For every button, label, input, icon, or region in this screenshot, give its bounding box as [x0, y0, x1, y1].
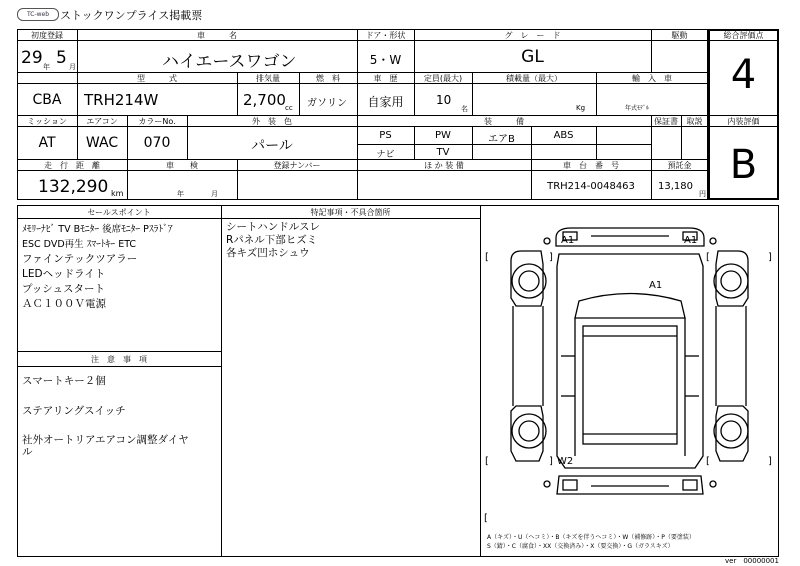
damage-mark: A1 — [561, 235, 575, 246]
label-doors-shape: ドア・形状 — [365, 31, 406, 40]
label-chassis: 車 台 番 号 — [563, 161, 619, 170]
label-capacity: 定員(最大) — [423, 74, 463, 83]
label-aircon: エアコン — [86, 117, 118, 126]
list-item: スマートキー２個 — [22, 375, 106, 387]
month-unit: 月 — [69, 63, 76, 71]
label-equipment: 装 備 — [484, 117, 524, 126]
fuel: ガソリン — [307, 98, 347, 109]
damage-mark: A1 — [649, 280, 663, 291]
list-item: ステアリングスイッチ — [22, 405, 126, 417]
bracket: ] — [768, 456, 772, 467]
import-note: 年式ﾓﾃﾞﾙ — [625, 105, 650, 112]
capacity-unit: 名 — [461, 105, 468, 113]
list-item: 各キズ凹ホシュウ — [226, 247, 310, 259]
type-prefix: CBA — [32, 92, 62, 108]
label-fuel: 燃 料 — [316, 74, 340, 83]
deposit-unit: 円 — [699, 190, 706, 198]
label-interior-rating: 内装評価 — [727, 117, 760, 126]
damage-mark: A1 — [684, 235, 698, 246]
bracket: [ — [484, 513, 488, 524]
bracket: [ — [485, 252, 489, 263]
damage-legend-line2: S（錆）・C（腐食）・XX（交換済み）・X（要交換）・G（ガラスキズ） — [487, 543, 674, 550]
deposit: 13,180 — [658, 181, 693, 192]
mission: AT — [38, 135, 56, 151]
inspection-year-unit: 年 — [177, 190, 184, 198]
label-displacement: 排気量 — [256, 74, 280, 83]
cautions-list — [22, 374, 189, 458]
label-mileage: 走 行 距 離 — [44, 161, 100, 170]
label-load: 積載量（最大） — [506, 74, 562, 83]
label-history: 車 歴 — [373, 74, 398, 83]
doors-shape: 5・W — [369, 53, 402, 67]
bracket: ] — [549, 252, 553, 263]
list-item: ル — [22, 446, 33, 458]
capacity: 10 — [436, 93, 452, 107]
overall-rating: 4 — [730, 52, 757, 98]
exterior-color: パール — [251, 138, 293, 154]
bracket: [ — [485, 456, 489, 467]
version: ver 00000001 — [725, 557, 779, 565]
label-inspection: 車 検 — [166, 161, 198, 170]
history: 自家用 — [367, 95, 404, 109]
label-exterior-color: 外 装 色 — [252, 117, 292, 126]
grade: GL — [521, 47, 544, 67]
inspection-month-unit: 月 — [211, 190, 218, 198]
label-other-equipment: ほ か 装 備 — [424, 161, 464, 170]
type-code: TRH214W — [84, 91, 159, 109]
label-mission: ミッション — [27, 117, 67, 126]
load-unit: Kg — [576, 104, 586, 112]
list-item: ＡＣ１００Ｖ電源 — [22, 298, 106, 310]
aircon: WAC — [85, 135, 119, 151]
label-sales-points: セールスポイント — [87, 208, 151, 217]
damage-mark: W2 — [557, 456, 574, 467]
bracket: [ — [706, 252, 710, 263]
list-item: プッシュスタート — [22, 283, 106, 295]
color-no: 070 — [143, 135, 171, 151]
equipment-cell: PW — [435, 130, 451, 141]
list-item: ﾒﾓﾘｰﾅﾋﾞ TV Bﾓﾆﾀｰ 後席ﾓﾆﾀｰ Pｽﾗﾄﾞｱ — [22, 224, 173, 235]
equipment-cell: エアB — [488, 134, 515, 145]
interior-rating: B — [729, 142, 758, 188]
displacement: 2,700 — [243, 91, 286, 109]
equipment-cell: TV — [436, 147, 450, 158]
equipment-cell: ABS — [553, 130, 574, 141]
label-type: 型 式 — [137, 74, 177, 83]
label-import: 輸 入 車 — [632, 74, 672, 83]
bracket: [ — [706, 456, 710, 467]
chassis-number: TRH214-0048463 — [547, 181, 635, 192]
label-manual: 取説 — [686, 117, 703, 126]
label-cautions: 注 意 事 項 — [91, 355, 147, 364]
label-grade: グ レ ー ド — [504, 31, 561, 40]
year-unit: 年 — [43, 63, 50, 71]
label-warranty: 保証書 — [654, 117, 678, 126]
equipment-cell: ナビ — [376, 150, 395, 160]
list-item: ESC DVD再生 ｽﾏｰﾄｷｰ ETC — [22, 239, 137, 250]
mileage-unit: km — [111, 189, 124, 198]
label-first-reg: 初度登録 — [31, 31, 63, 40]
mileage: 132,290 — [38, 177, 109, 197]
list-item: ファインテックツアラー — [22, 253, 138, 265]
list-item: Rパネル下部ヒズミ — [226, 234, 318, 246]
list-item: 社外オートリアエアコン調整ダイヤ — [22, 434, 189, 446]
label-reg-number: 登録ナンバー — [273, 161, 321, 170]
label-overall-rating: 総合評価点 — [723, 31, 764, 40]
first-reg-year: 29 — [21, 48, 43, 68]
list-item: LEDヘッドライト — [22, 268, 106, 280]
label-color-no: カラーNo. — [138, 117, 176, 126]
bracket: ] — [549, 456, 553, 467]
label-special-notes: 特記事項・不具合箇所 — [310, 208, 391, 217]
displacement-unit: cc — [285, 104, 293, 112]
sales-points-list — [22, 222, 173, 312]
label-model-name: 車 名 — [197, 31, 237, 40]
page-title: ストックワンプライス掲載票 — [60, 9, 203, 22]
car-condition-diagram — [481, 206, 778, 556]
model-name: ハイエースワゴン — [162, 52, 297, 72]
logo: TC-web — [17, 8, 59, 21]
damage-legend-line1: A（キズ）・U（ヘコミ）・B（キズを伴うヘコミ）・W（補修跡）・P（要塗装） — [487, 534, 695, 541]
first-reg-month: 5 — [56, 48, 67, 68]
special-notes-list — [226, 221, 320, 260]
label-drive: 駆動 — [671, 31, 688, 40]
label-deposit: 預託金 — [667, 161, 692, 170]
bracket: ] — [768, 252, 772, 263]
equipment-cell: PS — [379, 130, 392, 141]
list-item: シートハンドルスレ — [226, 221, 320, 233]
